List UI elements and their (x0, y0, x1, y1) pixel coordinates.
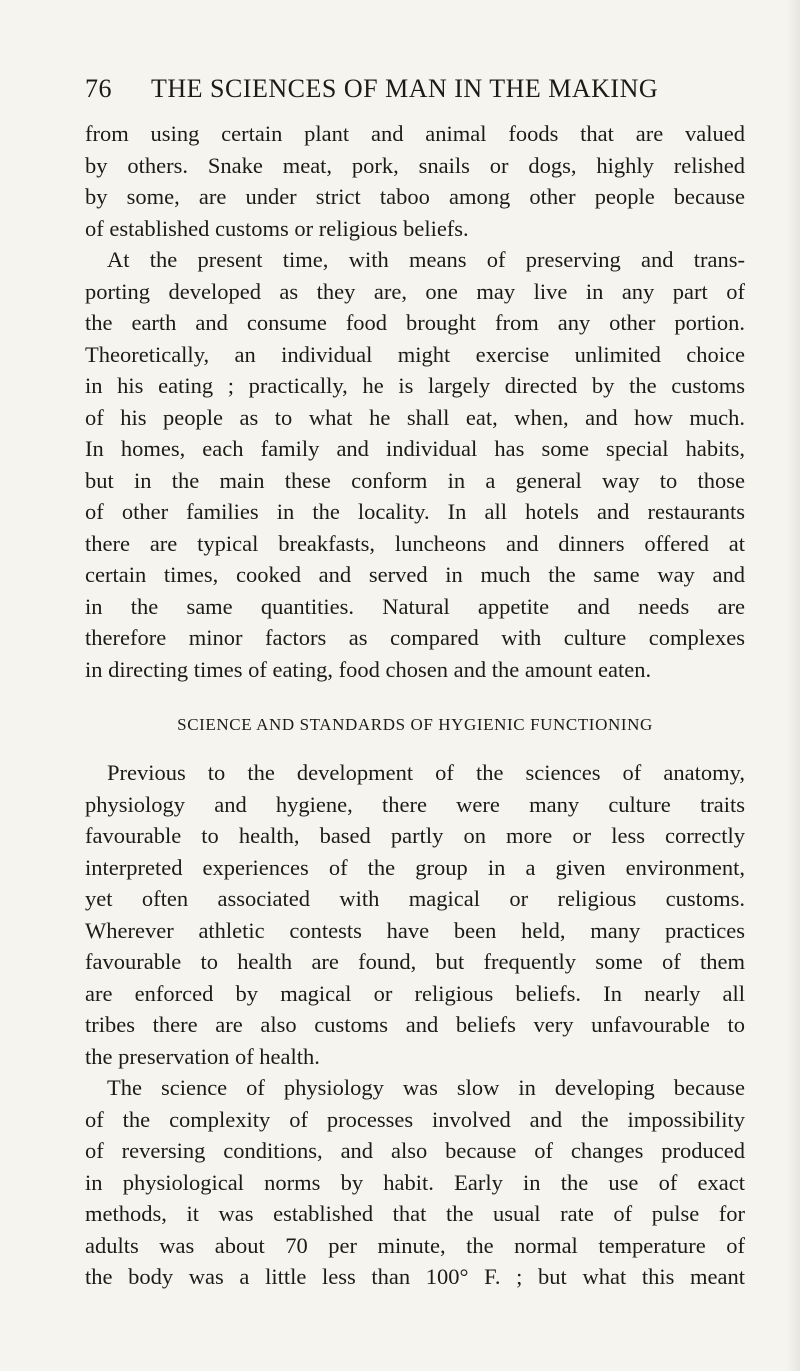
text-line: porting developed as they are, one may live in any part of (85, 278, 745, 304)
page-number: 76 (85, 74, 112, 103)
text-line: interpreted experiences of the group in a given environment, (85, 854, 745, 880)
paragraph-1 (85, 118, 745, 244)
text-line: Theoretically, an individual might exercise unlimited choice (85, 341, 745, 367)
text-line: from using certain plant and animal foods that are valued (85, 121, 745, 146)
text-line: physiology and hygiene, there were many culture traits (85, 791, 745, 817)
text-line: of other families in the locality. In all hotels and restaurants (85, 499, 745, 524)
text-line: yet often associated with magical or religious customs. (85, 886, 745, 911)
paragraph-3 (85, 757, 745, 1072)
text-line: of established customs or religious beliefs. (85, 215, 469, 241)
text-line: in his eating ; practically, he is largely directed by the customs (85, 373, 745, 398)
text-line: of his people as to what he shall eat, when, and how much. (85, 404, 745, 430)
text-line: by some, are under strict taboo among other people because (85, 184, 745, 209)
text-line: of reversing conditions, and also because of changes produced (85, 1138, 745, 1163)
text-line: At the present time, with means of preserving and trans- (107, 247, 745, 272)
text-line: in physiological norms by habit. Early in the use of exact (85, 1169, 745, 1195)
paragraph-2 (85, 244, 745, 685)
text-line: but in the main these conform in a general way to those (85, 467, 745, 493)
page-edge-shadow (786, 0, 800, 1371)
text-line: by others. Snake meat, pork, snails or dogs, highly relished (85, 152, 745, 178)
text-line: the preservation of health. (85, 1043, 320, 1069)
text-line: therefore minor factors as compared with culture complexes (85, 625, 745, 650)
text-line: tribes there are also customs and beliefs very unfavourable to (85, 1012, 745, 1037)
text-line: methods, it was established that the usual rate of pulse for (85, 1201, 745, 1226)
text-line: favourable to health, based partly on more or less correctly (85, 823, 745, 848)
body-text (85, 118, 745, 1293)
section-heading: SCIENCE AND STANDARDS OF HYGIENIC FUNCTIONING (177, 715, 653, 734)
text-line: adults was about 70 per minute, the normal temperature of (85, 1232, 745, 1258)
paragraph-4 (85, 1072, 745, 1293)
text-line: In homes, each family and individual has some special habits, (85, 436, 745, 461)
text-line: certain times, cooked and served in much the same way and (85, 562, 745, 587)
text-line: there are typical breakfasts, luncheons and dinners offered at (85, 530, 745, 556)
text-line: favourable to health are found, but frequently some of them (85, 949, 745, 974)
running-title: THE SCIENCES OF MAN IN THE MAKING (151, 74, 659, 103)
text-line: in directing times of eating, food chosen and the amount eaten. (85, 656, 652, 682)
text-line: are enforced by magical or religious beliefs. In nearly all (85, 980, 745, 1006)
text-line: the body was a little less than 100° F. ; but what this meant (85, 1264, 745, 1289)
text-line: Previous to the development of the sciences of anatomy, (107, 760, 745, 785)
page-header (85, 74, 660, 106)
text-line: in the same quantities. Natural appetite and needs are (85, 593, 745, 619)
text-line: the earth and consume food brought from any other portion. (85, 310, 745, 335)
text-line: Wherever athletic contests have been held, many practices (85, 917, 745, 943)
text-line: The science of physiology was slow in developing because (107, 1075, 745, 1100)
text-line: of the complexity of processes involved and the impossibility (85, 1106, 745, 1132)
